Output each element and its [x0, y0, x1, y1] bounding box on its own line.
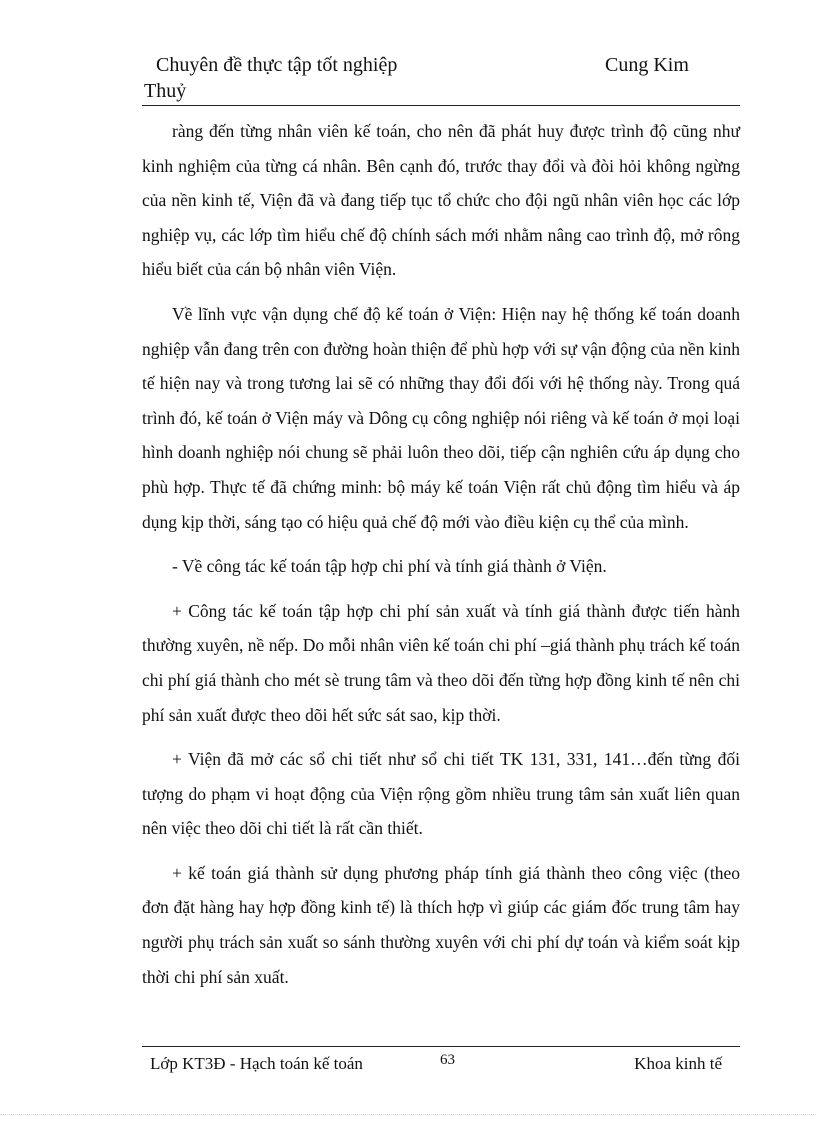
header-author-line-1: Cung Kim	[605, 54, 689, 76]
footer-divider	[142, 1046, 740, 1047]
paragraph-1: ràng đến từng nhân viên kế toán, cho nên đã phát huy được trình độ cũng như kinh nghiệm của từng cá nhân. Bên cạnh đó, trước thay đổi và đòi hỏi không ngừng của nền kinh tế, Viện đã và đang tiếp tục tổ chức cho đội ngũ nhân viên học các lớp nghiệp vụ, các lớp tìm hiểu chế độ chính sách mới nhằm nâng cao trình độ, mở rông hiểu biết của cán bộ nhân viên Viện.	[142, 121, 740, 280]
paragraph-5: + Viện đã mở các sổ chi tiết như sổ chi tiết TK 131, 331, 141…đến từng đối tượng do phạm vi hoạt động của Viện rộng gồm nhiều trung tâm sản xuất liên quan nên việc theo dõi chi tiết là rất cần thiết.	[142, 749, 740, 839]
footer-department: Khoa kinh tế	[634, 1054, 722, 1073]
header-title: Chuyên đề thực tập tốt nghiệp	[156, 54, 398, 76]
page-number: 63	[440, 1052, 455, 1068]
paragraph-2: Về lĩnh vực vận dụng chế độ kế toán ở Viện: Hiện nay hệ thống kế toán doanh nghiệp vẫn đang trên con đường hoàn thiện để phù hợp với sự vận động của nền kinh tế hiện nay và trong tương lai sẽ có những thay đổi đối với hệ thống này. Trong quá trình đó, kế toán ở Viện máy và Dông cụ công nghiệp nói riêng và kế toán ở mọi loại hình doanh nghiệp nói chung sẽ phải luôn theo dõi, tiếp cận nghiên cứu áp dụng cho phù hợp. Thực tế đã chứng minh: bộ máy kế toán Viện rất chủ động tìm hiểu và áp dụng kịp thời, sáng tạo có hiệu quả chế độ mới vào điều kiện cụ thể của mình.	[142, 303, 740, 532]
footer-class-label: Lớp KT3Đ - Hạch toán kế toán	[150, 1054, 363, 1073]
header-divider	[142, 105, 740, 106]
page-header	[142, 52, 740, 106]
paragraph-4: + Công tác kế toán tập hợp chi phí sản xuất và tính giá thành được tiến hành thường xuyên, nề nếp. Do mỗi nhân viên kế toán chi phí –giá thành phụ trách kế toán chi phí giá thành cho mét sè trung tâm và theo dõi đến từng hợp đồng kinh tế nên chi phí sản xuất được theo dõi hết sức sát sao, kịp thời.	[142, 600, 740, 725]
paragraph-6: + kế toán giá thành sử dụng phương pháp tính giá thành theo công việc (theo đơn đặt hàng hay hợp đồng kinh tế) là thích hợp vì giúp các giám đốc trung tâm hay người phụ trách sản xuất so sánh thường xuyên với chi phí dự toán và kiểm soát kịp thời chi phí sản xuất.	[142, 862, 740, 987]
page-bottom-edge	[0, 1114, 816, 1115]
body-text	[142, 114, 740, 1004]
paragraph-3: - Về công tác kế toán tập hợp chi phí và tính giá thành ở Viện.	[172, 556, 607, 577]
header-author-line-2: Thuỷ	[144, 80, 187, 102]
page-footer	[142, 1050, 740, 1076]
